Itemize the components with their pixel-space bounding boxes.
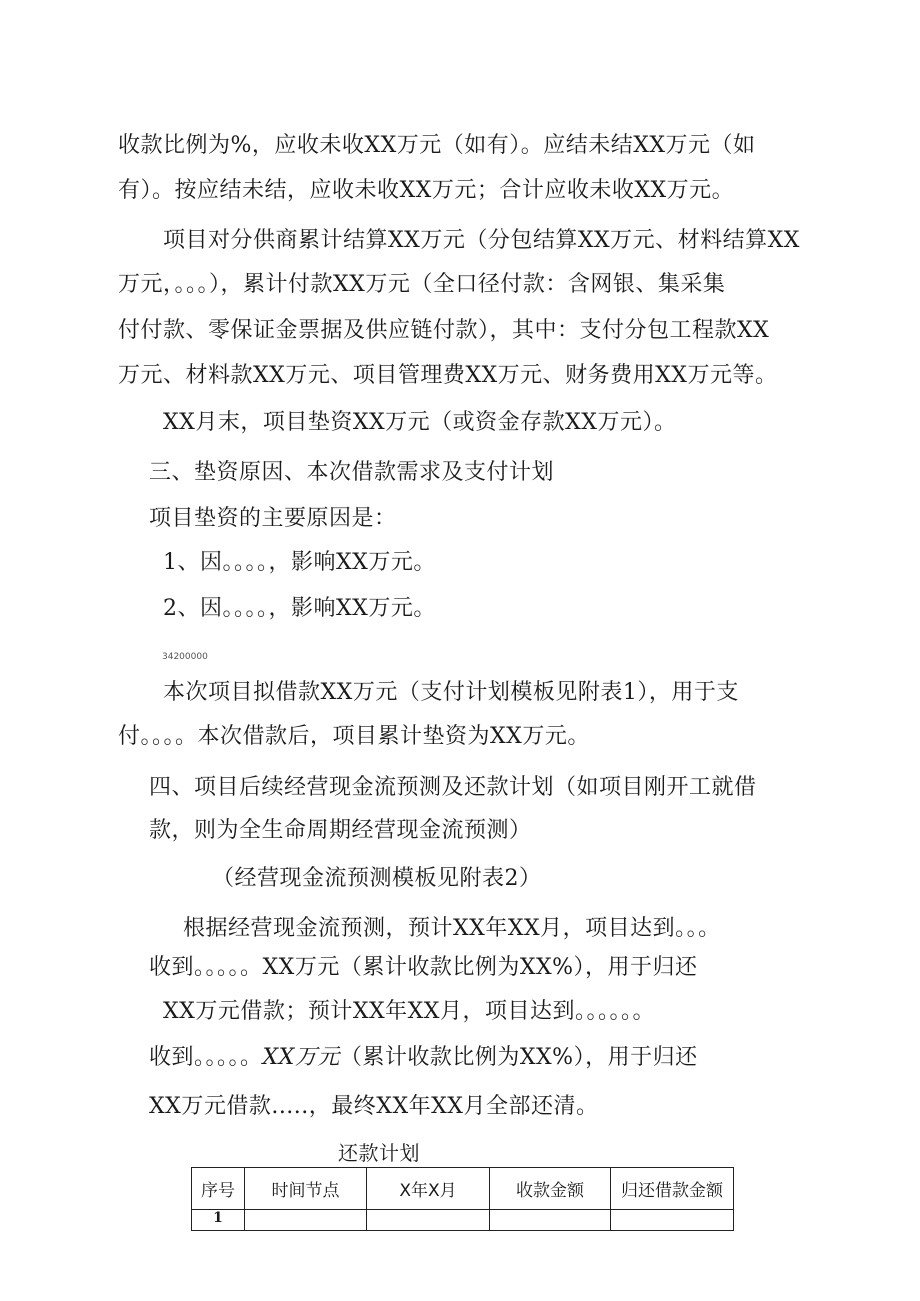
para-2-line-3: 付付款、零保证金票据及供应链付款），其中：支付分包工程款XX: [118, 318, 770, 343]
para-1-line-2: 有）。按应结未结，应收未收XX万元；合计应收未收XX万元。: [118, 178, 735, 203]
section-4-heading: [149, 773, 757, 803]
repayment-table: [191, 1167, 734, 1231]
para-7-line-5: XX万元借款.....，最终XX年XX月全部还清。: [149, 1094, 599, 1119]
header-repayment-amount: 归还借款金额: [611, 1168, 734, 1210]
para-7-line-4: [149, 1043, 698, 1073]
cell-receipt-amount: [490, 1210, 611, 1231]
para-7-line-4-b: XX万元: [262, 1045, 340, 1070]
para-2-line-4: 万元、材料款XX万元、项目管理费XX万元、财务费用XX万元等。: [118, 363, 778, 388]
section-3-heading: 三、垫资原因、本次借款需求及支付计划: [149, 460, 555, 485]
section-4-heading-main: 四、项目后续经营现金流预测及还款计划: [149, 775, 555, 800]
para-7-line-2: 收到。。。。。XX万元（累计收款比例为XX%），用于归还: [149, 955, 698, 980]
para-7-line-4-c: （累计收款比例为XX%），用于归还: [339, 1045, 698, 1070]
table-header-row: [192, 1168, 734, 1210]
para-7-line-1: 根据经营现金流预测，预计XX年XX月，项目达到。。。: [183, 916, 721, 941]
para-4: 项目垫资的主要原因是：: [149, 506, 397, 531]
list-item-2: 2、因。。。。，影响XX万元。: [163, 596, 436, 621]
section-4-heading-line-2: 款，则为全生命周期经营现金流预测）: [149, 818, 532, 843]
table-row: [192, 1210, 734, 1231]
para-6: （经营现金流预测模板见附表2）: [212, 866, 542, 891]
para-5-line-1: 本次项目拟借款XX万元（支付计划模板见附表1），用于支: [163, 680, 739, 705]
table-title: 还款计划: [338, 1141, 420, 1165]
list-item-1: 1、因。。。。，影响XX万元。: [163, 550, 436, 575]
para-5-line-2: 付。。。。本次借款后，项目累计垫资为XX万元。: [118, 724, 590, 749]
para-2-line-2: 万元，。。。），累计付款XX万元（全口径付款：含网银、集采集: [118, 272, 726, 297]
para-7-line-3: XX万元借款；预计XX年XX月，项目达到。。。。。。: [163, 999, 655, 1024]
section-4-heading-note: （如项目刚开工就借: [554, 775, 757, 800]
tiny-mark: 34200000: [162, 652, 208, 662]
header-year-month: X年X月: [367, 1168, 490, 1210]
para-2-line-1: 项目对分供商累计结算XX万元（分包结算XX万元、材料结算XX: [163, 228, 800, 253]
cell-repayment-amount: [611, 1210, 734, 1231]
cell-index: 1: [192, 1210, 245, 1231]
cell-time-node: [245, 1210, 367, 1231]
cell-year-month: [367, 1210, 490, 1231]
header-time-node: 时间节点: [245, 1168, 367, 1210]
para-7-line-4-a: 收到。。。。。: [149, 1045, 263, 1070]
para-1-line-1: 收款比例为%，应收未收XX万元（如有）。应结未结XX万元（如: [118, 133, 756, 158]
header-index: 序号: [192, 1168, 245, 1210]
header-receipt-amount: 收款金额: [490, 1168, 611, 1210]
para-3: XX月末，项目垫资XX万元（或资金存款XX万元）。: [163, 410, 677, 435]
